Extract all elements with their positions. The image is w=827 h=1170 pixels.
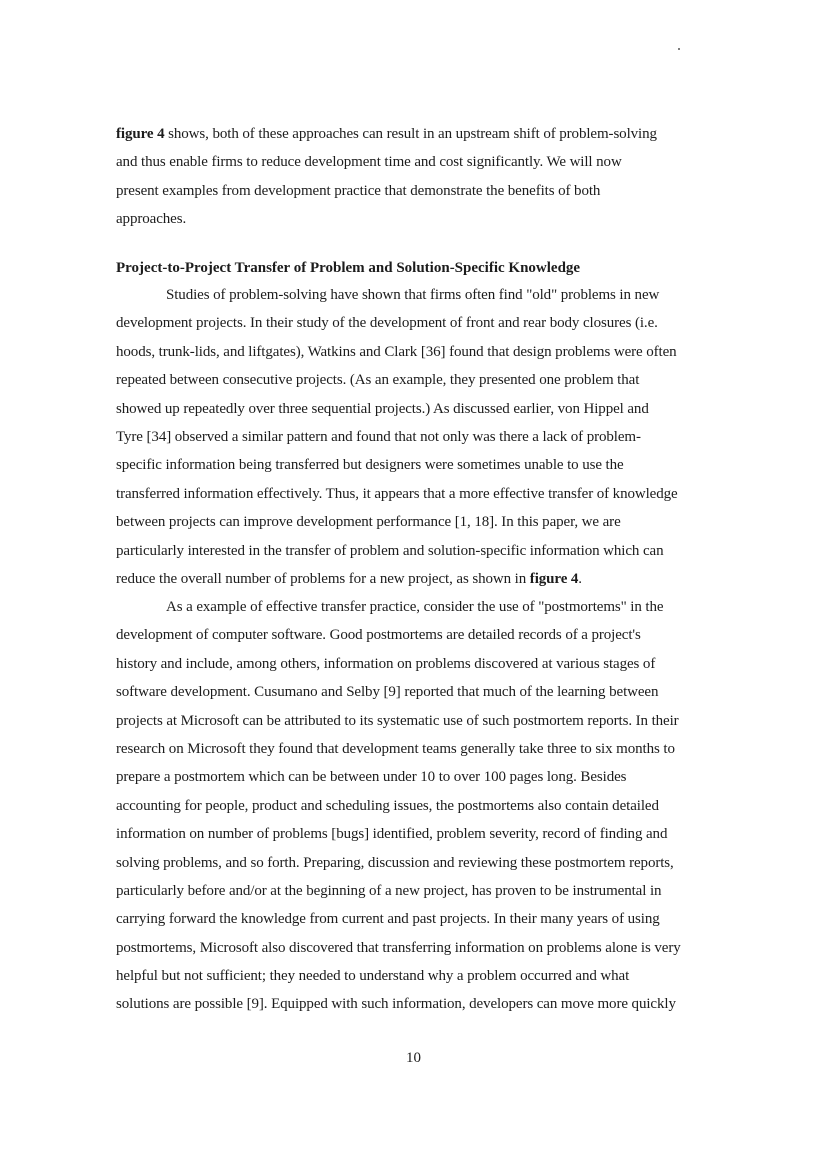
text-span: . — [578, 570, 582, 587]
text-line: projects at Microsoft can be attributed to its systematic use of such postmortem reports. In their — [116, 712, 679, 729]
text-line: history and include, among others, information on problems discovered at various stages of — [116, 655, 656, 672]
text-line: Studies of problem-solving have shown that firms often find "old" problems in new — [166, 287, 660, 303]
text-line: hoods, trunk-lids, and liftgates), Watkins and Clark [36] found that design problems were often — [116, 343, 677, 360]
text-line: prepare a postmortem which can be between under 10 to over 100 pages long. Besides — [116, 769, 627, 786]
text-line — [116, 565, 776, 593]
scan-speck — [678, 48, 680, 50]
text-line: between projects can improve development performance [1, 18]. In this paper, we are — [116, 514, 621, 531]
text-line: particularly before and/or at the beginning of a new project, has proven to be instrumental in — [116, 882, 662, 899]
text-line: research on Microsoft they found that development teams generally take three to six months to — [116, 740, 675, 757]
text-line: accounting for people, product and scheduling issues, the postmortems also contain detailed — [116, 797, 659, 814]
figure-reference: figure 4 — [529, 570, 579, 587]
text-line: and thus enable firms to reduce development time and cost significantly. We will now — [116, 154, 622, 171]
text-line: showed up repeatedly over three sequential projects.) As discussed earlier, von Hippel and — [116, 400, 649, 417]
text-line: development projects. In their study of the development of front and rear body closures (i.e. — [116, 315, 658, 332]
text-line: information on number of problems [bugs] identified, problem severity, record of finding and — [116, 826, 668, 843]
text-line: transferred information effectively. Thus, it appears that a more effective transfer of knowledge — [116, 485, 678, 502]
figure-reference: figure 4 — [116, 126, 165, 142]
intro-paragraph — [116, 120, 776, 234]
text-line: specific information being transferred but designers were sometimes unable to use the — [116, 457, 624, 474]
text-line: approaches. — [116, 211, 187, 228]
text-line: postmortems, Microsoft also discovered that transferring information on problems alone is very — [116, 939, 681, 956]
text-line: carrying forward the knowledge from current and past projects. In their many years of using — [116, 911, 660, 928]
text-span: shows, both of these approaches can result in an upstream shift of problem-solving — [164, 126, 657, 142]
text-line: solving problems, and so forth. Preparing, discussion and reviewing these postmortem reports, — [116, 854, 674, 871]
text-line: Tyre [34] observed a similar pattern and found that not only was there a lack of problem- — [116, 428, 641, 445]
page-number: 10 — [406, 1050, 421, 1066]
text-line: repeated between consecutive projects. (As an example, they presented one problem that — [116, 372, 640, 389]
text-line: solutions are possible [9]. Equipped with such information, developers can move more quickly — [116, 996, 676, 1013]
section-heading: Project-to-Project Transfer of Problem and Solution-Specific Knowledge — [116, 260, 581, 276]
text-line: particularly interested in the transfer of problem and solution-specific information which can — [116, 542, 664, 559]
paragraph-2 — [116, 593, 776, 1019]
text-span: reduce the overall number of problems for a new project, as shown in — [116, 570, 530, 587]
text-line: helpful but not sufficient; they needed to understand why a problem occurred and what — [116, 968, 630, 985]
text-line: present examples from development practice that demonstrate the benefits of both — [116, 182, 601, 199]
paragraph-1 — [116, 281, 776, 593]
text-line: software development. Cusumano and Selby [9] reported that much of the learning between — [116, 684, 659, 701]
text-line: development of computer software. Good postmortems are detailed records of a project's — [116, 627, 641, 644]
text-line: As a example of effective transfer practice, consider the use of "postmortems" in the — [166, 599, 664, 615]
text-line — [116, 120, 776, 148]
